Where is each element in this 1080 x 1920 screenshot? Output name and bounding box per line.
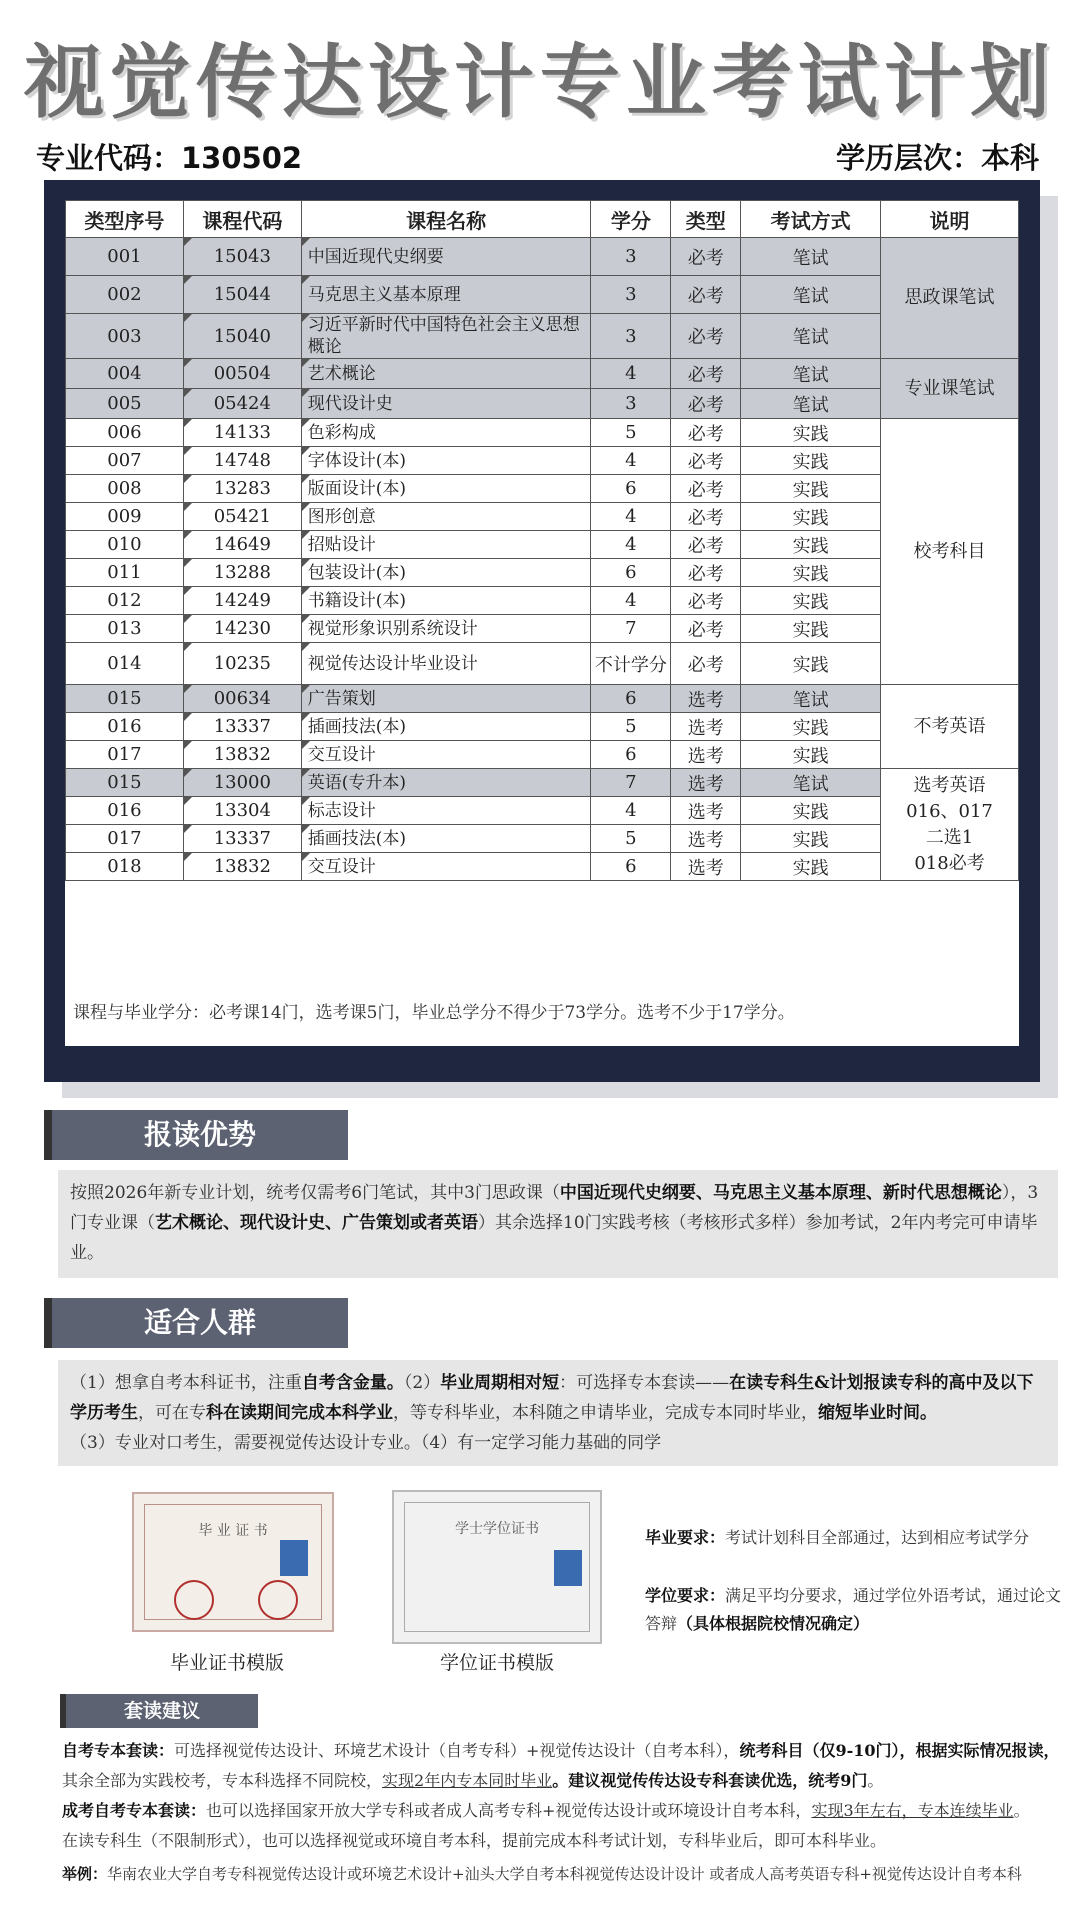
course-name-cell: 包装设计(本) <box>301 559 591 587</box>
credits-cell: 4 <box>591 587 671 615</box>
type-seq-cell: 004 <box>66 359 184 389</box>
aud-p5: ，等专科毕业，本科随之申请毕业，完成专本同时毕业， <box>393 1403 818 1423</box>
exam-method-cell: 实践 <box>741 503 881 531</box>
type-seq-cell: 007 <box>66 447 184 475</box>
aud-p3: ：可选择专本套读—— <box>559 1373 730 1393</box>
course-type-cell: 选考 <box>671 741 741 769</box>
exam-method-cell: 实践 <box>741 559 881 587</box>
grad-req-label: 毕业要求： <box>645 1528 726 1547</box>
credits-cell: 4 <box>591 797 671 825</box>
course-type-cell: 必考 <box>671 238 741 276</box>
aud-p3b: 在读专科生&计划报读专科的高中及以下学历考生 <box>70 1373 1034 1423</box>
credits-cell: 3 <box>591 238 671 276</box>
plan-heading: 套读建议 <box>60 1694 258 1728</box>
advantage-heading: 报读优势 <box>44 1110 348 1160</box>
type-seq-cell: 012 <box>66 587 184 615</box>
course-type-cell: 选考 <box>671 825 741 853</box>
audience-text <box>58 1360 1058 1466</box>
table-row <box>66 276 1019 314</box>
course-code-cell: 15040 <box>183 314 301 359</box>
credit-summary: 课程与毕业学分：必考课14门，选考课5门，毕业总学分不得少于73学分。选考不少于17学分。 <box>73 1003 795 1023</box>
type-seq-cell: 010 <box>66 531 184 559</box>
course-name-cell: 视觉传达设计毕业设计 <box>301 643 591 685</box>
table-row <box>66 447 1019 475</box>
credits-cell: 5 <box>591 419 671 447</box>
course-name-cell: 英语(专升本) <box>301 769 591 797</box>
course-name-cell: 版面设计(本) <box>301 475 591 503</box>
plan-l1-end: 。 <box>867 1771 884 1790</box>
table-row <box>66 238 1019 276</box>
plan-ex-label: 举例： <box>62 1865 108 1883</box>
course-code-cell: 14230 <box>183 615 301 643</box>
type-seq-cell: 005 <box>66 389 184 419</box>
course-code-cell: 05421 <box>183 503 301 531</box>
credits-cell: 5 <box>591 825 671 853</box>
exam-method-cell: 实践 <box>741 475 881 503</box>
col-header: 考试方式 <box>741 201 881 238</box>
plan-line-3: 在读专科生（不限制形式），也可以选择视觉或环境自考本科，提前完成本科考试计划，专科毕业后，即可本科毕业。 <box>62 1831 887 1850</box>
credits-cell: 3 <box>591 276 671 314</box>
plan-example <box>62 1860 1062 1888</box>
course-type-cell: 必考 <box>671 559 741 587</box>
advantage-bold-1: 中国近现代史纲要、马克思主义基本原理、新时代思想概论 <box>559 1183 1002 1203</box>
exam-method-cell: 实践 <box>741 615 881 643</box>
plan-l1-underline: 实现2年内专本同时毕业 <box>382 1771 553 1790</box>
plan-l1-bold2: 。建议视觉传传达设专科套读优选，统考9门 <box>552 1771 868 1790</box>
course-name-cell: 广告策划 <box>301 685 591 713</box>
course-type-cell: 选考 <box>671 853 741 881</box>
degree-certificate-image <box>392 1490 602 1644</box>
course-code-cell: 00634 <box>183 685 301 713</box>
course-name-cell: 艺术概论 <box>301 359 591 389</box>
table-row <box>66 825 1019 853</box>
table-row <box>66 643 1019 685</box>
credits-cell: 6 <box>591 685 671 713</box>
degree-req-bold: （具体根据院校情况确定） <box>677 1614 870 1633</box>
course-code-cell: 14649 <box>183 531 301 559</box>
plan-line-1 <box>62 1736 1062 1796</box>
table-row <box>66 587 1019 615</box>
course-name-cell: 标志设计 <box>301 797 591 825</box>
table-row <box>66 713 1019 741</box>
course-type-cell: 必考 <box>671 389 741 419</box>
table-row <box>66 419 1019 447</box>
type-seq-cell: 006 <box>66 419 184 447</box>
course-code-cell: 13000 <box>183 769 301 797</box>
graduation-certificate-image <box>132 1492 334 1632</box>
note-cell: 选考英语 016、017 二选1 018必考 <box>881 769 1019 881</box>
course-type-cell: 必考 <box>671 475 741 503</box>
course-name-cell: 字体设计(本) <box>301 447 591 475</box>
course-type-cell: 必考 <box>671 359 741 389</box>
table-row <box>66 741 1019 769</box>
course-type-cell: 选考 <box>671 685 741 713</box>
course-type-cell: 选考 <box>671 769 741 797</box>
exam-method-cell: 笔试 <box>741 314 881 359</box>
credits-cell: 5 <box>591 713 671 741</box>
exam-method-cell: 实践 <box>741 447 881 475</box>
type-seq-cell: 002 <box>66 276 184 314</box>
type-seq-cell: 009 <box>66 503 184 531</box>
course-name-cell: 插画技法(本) <box>301 713 591 741</box>
col-header: 说明 <box>881 201 1019 238</box>
aud-p2: （2） <box>403 1373 441 1393</box>
plan-ex-text: 华南农业大学自考专科视觉传达设计或环境艺术设计+汕头大学自考本科视觉传达设计设计 或者成人高考英语专科+视觉传达设计自考本科 <box>107 1865 1022 1883</box>
type-seq-cell: 018 <box>66 853 184 881</box>
aud-p1b: 自考含金量。 <box>301 1373 404 1393</box>
table-row <box>66 685 1019 713</box>
type-seq-cell: 011 <box>66 559 184 587</box>
plan-l2-label: 成考自考专本套读： <box>62 1801 207 1820</box>
plan-l1-text2: 其余全部为实践校考，专本科选择不同院校， <box>62 1771 383 1790</box>
exam-method-cell: 实践 <box>741 797 881 825</box>
advantage-text-1: 按照2026年新专业计划，统考仅需考6门笔试，其中3门思政课（ <box>70 1183 560 1203</box>
exam-table-panel <box>65 200 1019 1046</box>
table-row <box>66 853 1019 881</box>
type-seq-cell: 016 <box>66 713 184 741</box>
course-code-cell: 13337 <box>183 825 301 853</box>
course-type-cell: 必考 <box>671 587 741 615</box>
table-row <box>66 615 1019 643</box>
course-name-cell: 图形创意 <box>301 503 591 531</box>
credits-cell: 3 <box>591 389 671 419</box>
table-row <box>66 531 1019 559</box>
aud-p2b: 毕业周期相对短 <box>440 1373 560 1393</box>
credits-cell: 7 <box>591 769 671 797</box>
education-level: 学历层次：本科 <box>836 141 1040 175</box>
credits-cell: 4 <box>591 359 671 389</box>
aud-p4b: 科在读期间完成本科学业 <box>206 1403 393 1423</box>
table-row <box>66 314 1019 359</box>
course-name-cell: 现代设计史 <box>301 389 591 419</box>
major-code: 专业代码：130502 <box>36 141 303 175</box>
course-code-cell: 13288 <box>183 559 301 587</box>
course-name-cell: 交互设计 <box>301 853 591 881</box>
credits-cell: 7 <box>591 615 671 643</box>
course-code-cell: 14249 <box>183 587 301 615</box>
photo-icon <box>280 1540 308 1576</box>
grad-cert-title: 毕 业 证 书 <box>198 1523 268 1539</box>
aud-p5b: 缩短毕业时间。 <box>818 1403 937 1423</box>
aud-p1: （1）想拿自考本科证书，注重 <box>70 1373 302 1393</box>
table-row <box>66 769 1019 797</box>
course-code-cell: 13283 <box>183 475 301 503</box>
note-cell: 思政课笔试 <box>881 238 1019 359</box>
exam-method-cell: 笔试 <box>741 359 881 389</box>
type-seq-cell: 001 <box>66 238 184 276</box>
aud-p6: （3）专业对口考生，需要视觉传达设计专业。（4）有一定学习能力基础的同学 <box>70 1433 662 1453</box>
type-seq-cell: 015 <box>66 769 184 797</box>
plan-l2-text: 也可以选择国家开放大学专科或者成人高考专科+视觉传达设计或环境设计自考本科， <box>206 1801 812 1820</box>
col-header: 课程名称 <box>301 201 591 238</box>
degree-requirement <box>645 1582 1065 1638</box>
advantage-text <box>58 1170 1058 1278</box>
course-type-cell: 必考 <box>671 276 741 314</box>
course-name-cell: 马克思主义基本原理 <box>301 276 591 314</box>
credits-cell: 4 <box>591 503 671 531</box>
exam-method-cell: 实践 <box>741 643 881 685</box>
course-code-cell: 15043 <box>183 238 301 276</box>
credits-cell: 6 <box>591 475 671 503</box>
type-seq-cell: 013 <box>66 615 184 643</box>
credits-cell: 4 <box>591 447 671 475</box>
exam-plan-table <box>65 200 1019 881</box>
course-code-cell: 13832 <box>183 853 301 881</box>
credits-cell: 4 <box>591 531 671 559</box>
col-header: 类型 <box>671 201 741 238</box>
course-code-cell: 14748 <box>183 447 301 475</box>
type-seq-cell: 003 <box>66 314 184 359</box>
aud-p4: ，可在专 <box>138 1403 206 1423</box>
plan-l2-end: 。 <box>1013 1801 1030 1820</box>
page-title: 视觉传达设计专业考试计划 <box>24 36 1056 129</box>
table-row <box>66 503 1019 531</box>
course-type-cell: 选考 <box>671 797 741 825</box>
degree-req-text: 满足平均分要求，通过学位外语考试，通过论文答辩 <box>645 1586 1062 1633</box>
seal-icon <box>174 1580 214 1620</box>
course-code-cell: 13304 <box>183 797 301 825</box>
table-row <box>66 359 1019 389</box>
seal-icon <box>258 1580 298 1620</box>
course-name-cell: 习近平新时代中国特色社会主义思想概论 <box>301 314 591 359</box>
course-type-cell: 必考 <box>671 419 741 447</box>
col-header: 课程代码 <box>183 201 301 238</box>
course-name-cell: 视觉形象识别系统设计 <box>301 615 591 643</box>
course-name-cell: 书籍设计(本) <box>301 587 591 615</box>
plan-l1-text: 可选择视觉传达设计、环境艺术设计（自考专科）+视觉传达设计（自考本科）， <box>174 1741 740 1760</box>
exam-method-cell: 实践 <box>741 825 881 853</box>
course-type-cell: 必考 <box>671 531 741 559</box>
note-cell: 不考英语 <box>881 685 1019 769</box>
exam-method-cell: 实践 <box>741 853 881 881</box>
course-name-cell: 招贴设计 <box>301 531 591 559</box>
course-code-cell: 13832 <box>183 741 301 769</box>
exam-method-cell: 实践 <box>741 531 881 559</box>
audience-heading: 适合人群 <box>44 1298 348 1348</box>
course-name-cell: 色彩构成 <box>301 419 591 447</box>
exam-method-cell: 笔试 <box>741 685 881 713</box>
degree-cert-title: 学士学位证书 <box>455 1521 539 1537</box>
table-row <box>66 797 1019 825</box>
col-header: 学分 <box>591 201 671 238</box>
type-seq-cell: 014 <box>66 643 184 685</box>
table-row <box>66 559 1019 587</box>
credits-cell: 6 <box>591 853 671 881</box>
course-type-cell: 必考 <box>671 503 741 531</box>
plan-line-2 <box>62 1796 1062 1826</box>
plan-l1-bold: 统考科目（仅9-10门），根据实际情况报读， <box>739 1741 1060 1760</box>
course-name-cell: 交互设计 <box>301 741 591 769</box>
course-type-cell: 必考 <box>671 314 741 359</box>
degree-cert-caption: 学位证书模版 <box>440 1652 555 1674</box>
course-code-cell: 00504 <box>183 359 301 389</box>
note-cell: 专业课笔试 <box>881 359 1019 419</box>
grad-cert-caption: 毕业证书模版 <box>170 1652 285 1674</box>
plan-l1-label: 自考专本套读： <box>62 1741 175 1760</box>
type-seq-cell: 017 <box>66 741 184 769</box>
exam-method-cell: 笔试 <box>741 276 881 314</box>
course-type-cell: 选考 <box>671 713 741 741</box>
exam-method-cell: 实践 <box>741 419 881 447</box>
course-code-cell: 10235 <box>183 643 301 685</box>
type-seq-cell: 008 <box>66 475 184 503</box>
credits-cell: 6 <box>591 559 671 587</box>
note-cell: 校考科目 <box>881 419 1019 685</box>
degree-req-label: 学位要求： <box>645 1586 726 1605</box>
grad-req-text: 考试计划科目全部通过，达到相应考试学分 <box>725 1528 1030 1547</box>
table-row <box>66 389 1019 419</box>
course-name-cell: 中国近现代史纲要 <box>301 238 591 276</box>
course-type-cell: 必考 <box>671 447 741 475</box>
exam-method-cell: 实践 <box>741 587 881 615</box>
course-code-cell: 14133 <box>183 419 301 447</box>
type-seq-cell: 016 <box>66 797 184 825</box>
exam-method-cell: 笔试 <box>741 769 881 797</box>
graduation-requirement <box>645 1524 1065 1552</box>
advantage-text-3: ）其余选择10门实践考核（考核形式多样）参加考试，2年内考完可申请毕业。 <box>70 1213 1038 1263</box>
course-type-cell: 必考 <box>671 643 741 685</box>
credits-cell: 3 <box>591 314 671 359</box>
advantage-bold-2: 艺术概论、现代设计史、广告策划或者英语 <box>155 1213 478 1233</box>
table-row <box>66 475 1019 503</box>
course-name-cell: 插画技法(本) <box>301 825 591 853</box>
course-code-cell: 05424 <box>183 389 301 419</box>
course-code-cell: 13337 <box>183 713 301 741</box>
exam-method-cell: 实践 <box>741 713 881 741</box>
exam-method-cell: 笔试 <box>741 389 881 419</box>
credits-cell: 不计学分 <box>591 643 671 685</box>
photo-icon <box>554 1550 582 1586</box>
advantage-text-2: ），3门专业课（ <box>70 1183 1039 1233</box>
table-header-row <box>66 201 1019 238</box>
type-seq-cell: 015 <box>66 685 184 713</box>
col-header: 类型序号 <box>66 201 184 238</box>
plan-l2-underline: 实现3年左右，专本连续毕业 <box>811 1801 1014 1820</box>
credits-cell: 6 <box>591 741 671 769</box>
exam-method-cell: 实践 <box>741 741 881 769</box>
course-code-cell: 15044 <box>183 276 301 314</box>
exam-method-cell: 笔试 <box>741 238 881 276</box>
type-seq-cell: 017 <box>66 825 184 853</box>
course-type-cell: 必考 <box>671 615 741 643</box>
